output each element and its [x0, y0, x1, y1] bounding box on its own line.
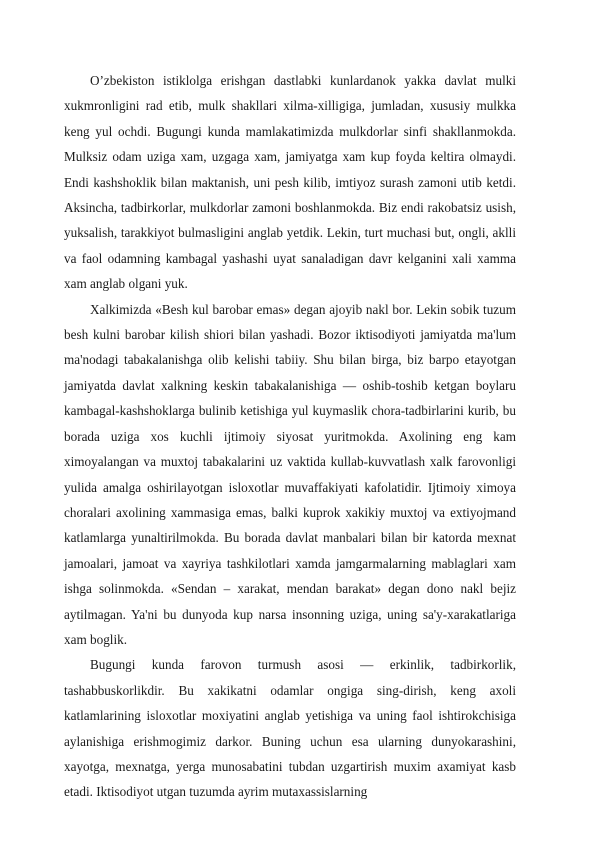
paragraph-1: O’zbekiston istiklolga erishgan dastlabki kunlardanok yakka davlat mulki xukmronligini rad etib, mulk shakllari xilma-xilligiga, jumladan, xususiy mulkka keng yul ochdi. Bugungi kunda mamlakatimizda mulkdorlar sinfi shakllanmokda. Mulksiz odam uziga xam, uzgaga xam, jamiyatga xam kup foyda keltira olmaydi. Endi kashshoklik bilan maktanish, uni pesh kilib, imtiyoz surash zamoni utib ketdi. Aksincha, tadbirkorlar, mulkdorlar zamoni boshlanmokda. Biz endi rakobatsiz usish, yuksalish, tarakkiyot bulmasligini anglab yetdik. Lekin, turt muchasi but, ongli, aklli va faol odamning kambagal yashashi uyat sanaladigan davr kelganini xali xamma xam anglab olgani yuk. — [64, 73, 516, 292]
paragraph-2: Xalkimizda «Besh kul barobar emas» degan ajoyib nakl bor. Lekin sobik tuzum besh kulni barobar kilish shiori bilan yashadi. Bozor iktisodiyoti jamiyatda ma'lum ma'nodagi tabakalanishga olib kelishi tabiiy. Shu bilan birga, biz barpo etayotgan jamiyatda davlat xalkning keskin tabakalanishiga — oshib-toshib ketgan boylaru kambagal-kashshoklarga bulinib ketishiga yul kuymaslik chora-tadbirlarini kurib, bu borada uziga xos kuchli ijtimoiy siyosat yuritmokda. Axolining eng kam ximoyalangan va muxtoj tabakalarini uz vaktida kullab-kuvvatlash xalk farovonligi yulida amalga oshirilayotgan isloxotlar muvaffakiyati kafolatidir. Ijtimoiy ximoya choralari axolining xammasiga emas, balki kuprok xakikiy muxtoj va extiyojmand katlamlarga yunaltirilmokda. Bu borada davlat manbalari bilan bir katorda mexnat jamoalari, jamoat va xayriya tashkilotlari xamda jamgarmalarning mablaglari xam ishga solinmokda. «Sendan – xarakat, mendan barakat» degan dono nakl bejiz aytilmagan. Ya'ni bu dunyoda kup narsa insonning uziga, uning sa'y-xarakatlariga xam boglik. — [64, 301, 516, 647]
document-body — [64, 68, 516, 805]
paragraph-3: Bugungi kunda farovon turmush asosi — erkinlik, tadbirkorlik, tashabbuskorlikdir. Bu xakikatni odamlar ongiga sing-dirish, keng axoli katlamlarining isloxotlar moxiyatini anglab yetishiga va uning faol ishtirokchisiga aylanishiga erishmogimiz darkor. Buning uchun esa ularning dunyokarashini, xayotga, mexnatga, yerga munosabatini tubdan uzgartirish muxim axamiyat kasb etadi. Iktisodiyot utgan tuzumda ayrim mutaxassislarning — [64, 657, 516, 800]
